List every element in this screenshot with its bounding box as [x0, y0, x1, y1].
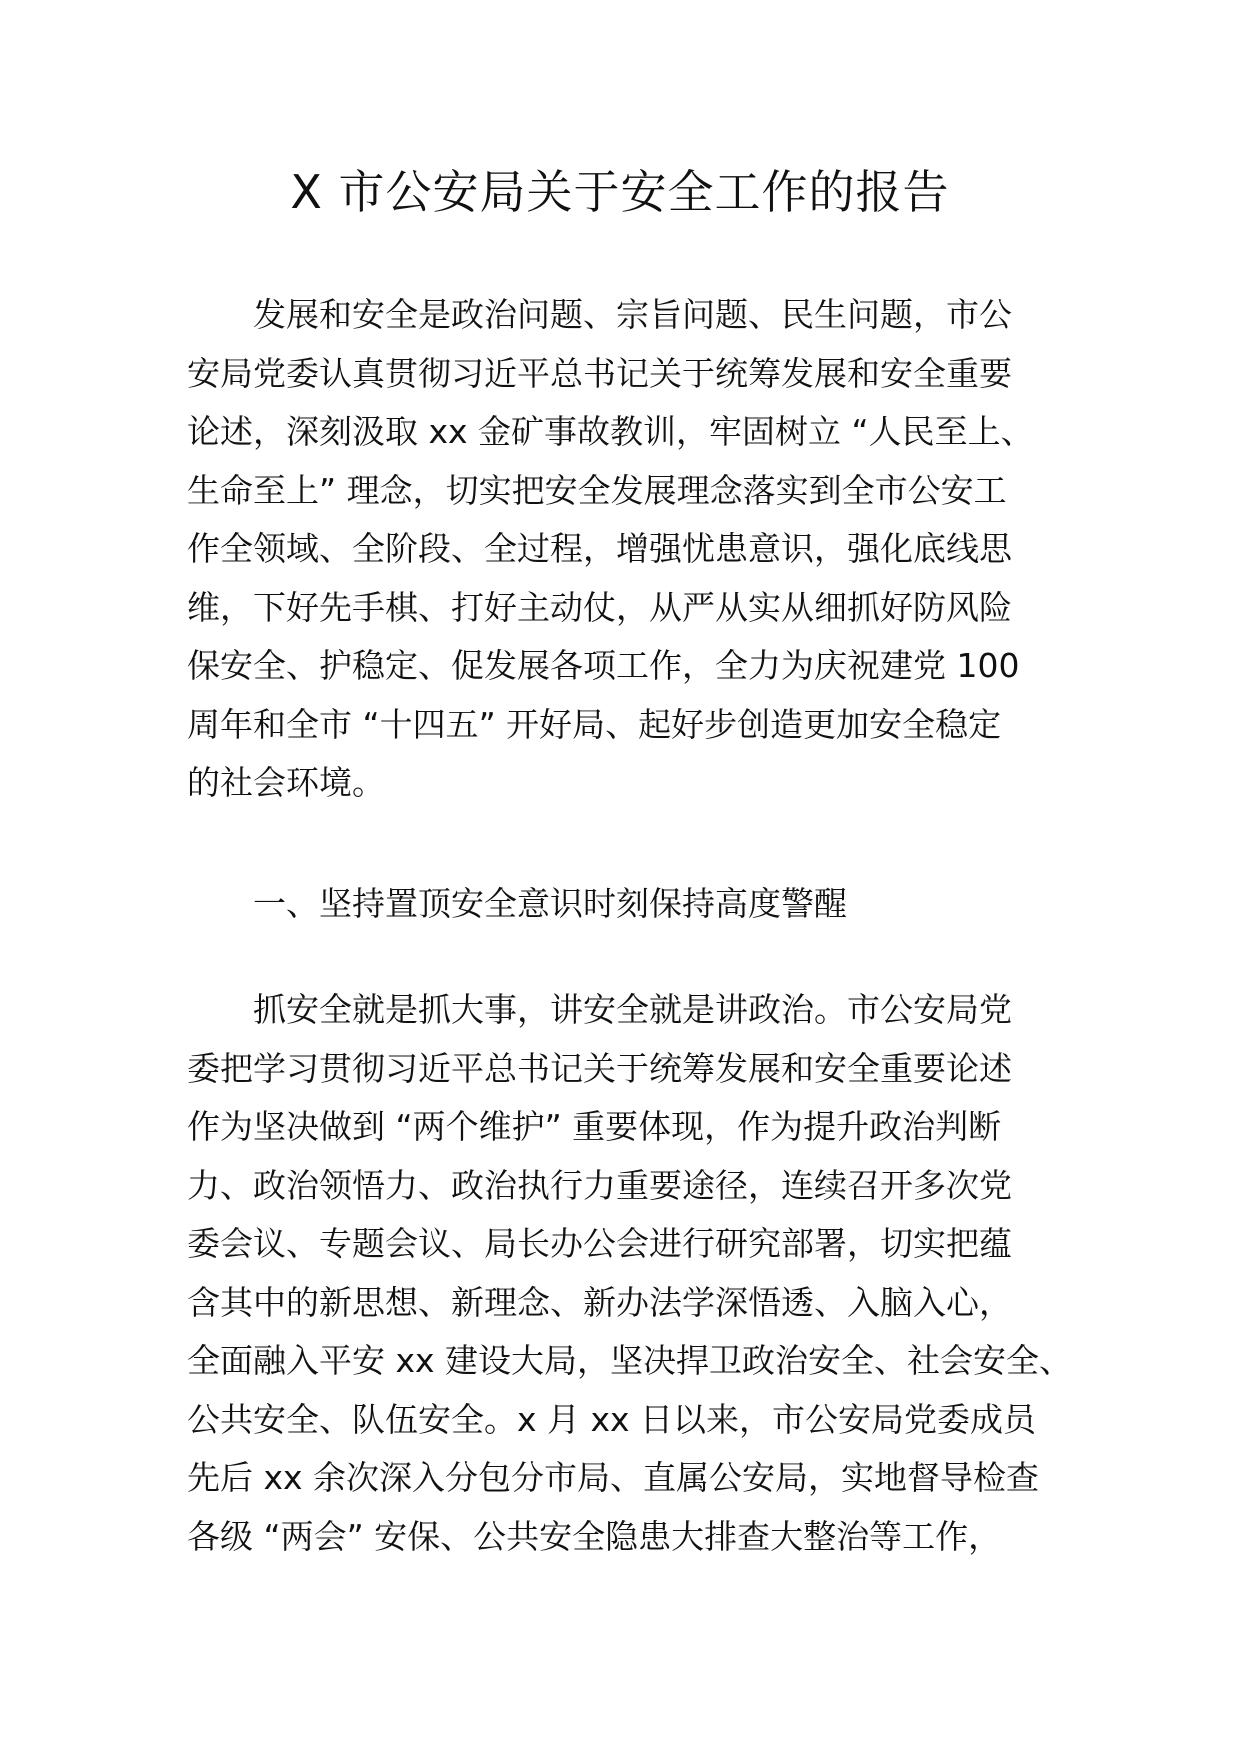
paragraph-line: 委把学习贯彻习近平总书记关于统筹发展和安全重要论述 [187, 1048, 1012, 1088]
paragraph-line: 作为坚决做到 “两个维护” 重要体现，作为提升政治判断 [187, 1107, 1002, 1146]
paragraph-line: 委会议、专题会议、局长办公会进行研究部署，切实把蕴 [187, 1224, 1012, 1263]
paragraph-line: 维，下好先手棋、打好主动仗，从严从实从细抓好防风险 [187, 587, 1012, 627]
section-paragraph [187, 981, 1073, 1566]
paragraph-line: 先后 xx 余次深入分包分市局、直属公安局，实地督导检查 [187, 1458, 1040, 1497]
paragraph-line: 公共安全、队伍安全。x 月 xx 日以来，市公安局党委成员 [187, 1399, 1037, 1439]
intro-paragraph [187, 286, 1059, 813]
paragraph-line: 周年和全市 “十四五” 开好局、起好步创造更加安全稳定 [187, 704, 1002, 744]
paragraph-line: 全面融入平安 xx 建设大局，坚决捍卫政治安全、社会安全、 [187, 1341, 1073, 1380]
paragraph-line: 力、政治领悟力、政治执行力重要途径，连续召开多次党 [187, 1165, 1012, 1205]
paragraph-line: 生命至上” 理念，切实把安全发展理念落实到全市公安工 [187, 470, 1007, 510]
paragraph-line: 保安全、护稳定、促发展各项工作，全力为庆祝建党 100 [187, 646, 1020, 685]
paragraph-line: 各级 “两会” 安保、公共安全隐患大排查大整治等工作， [187, 1516, 1002, 1556]
paragraph-line: 含其中的新思想、新理念、新办法学深悟透、入脑入心， [187, 1282, 1012, 1322]
section-heading: 一、坚持置顶安全意识时刻保持高度警醒 [253, 884, 847, 923]
paragraph-line: 作全领域、全阶段、全过程，增强忧患意识，强化底线思 [187, 529, 1012, 568]
paragraph-line: 抓安全就是抓大事，讲安全就是讲政治。市公安局党 [253, 990, 1012, 1029]
paragraph-line: 论述，深刻汲取 xx 金矿事故教训，牢固树立 “人民至上、 [187, 412, 1034, 451]
paragraph-line: 发展和安全是政治问题、宗旨问题、民生问题，市公 [253, 295, 1012, 334]
paragraph-line: 安局党委认真贯彻习近平总书记关于统筹发展和安全重要 [187, 353, 1012, 393]
document-title: X 市公安局关于安全工作的报告 [290, 165, 950, 219]
paragraph-line: 的社会环境。 [187, 763, 385, 802]
